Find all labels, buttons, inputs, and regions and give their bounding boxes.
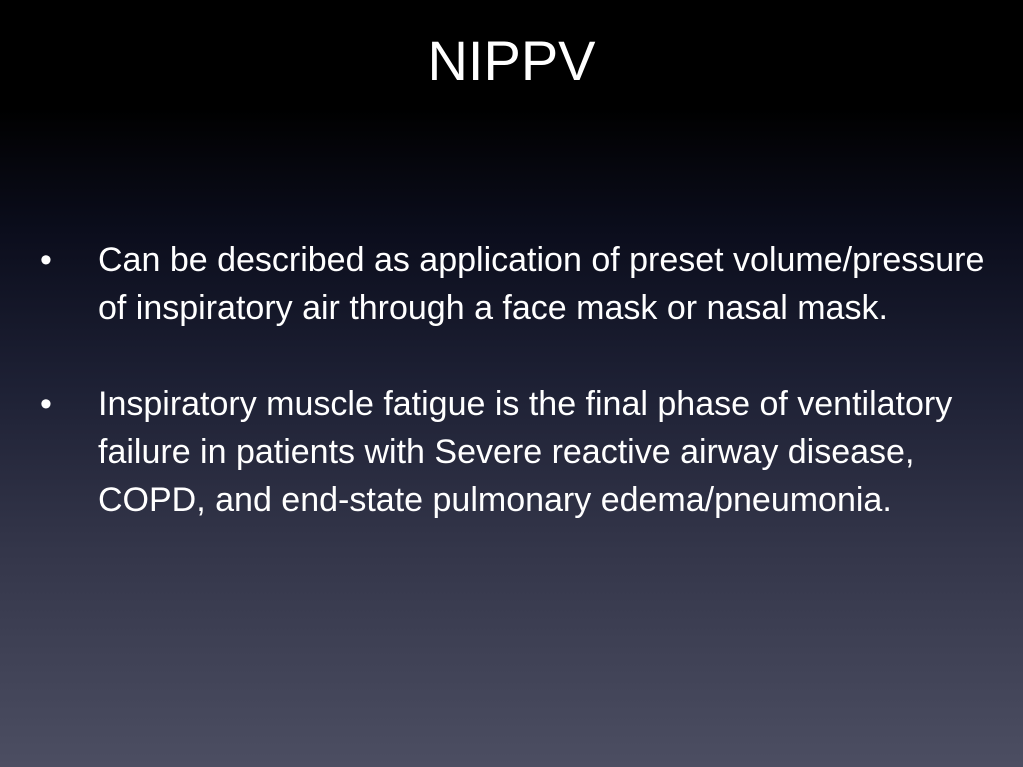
bullet-icon: • [40,385,52,423]
bullet-text: Inspiratory muscle fatigue is the final phase of ventilatory failure in patients with Severe reactive airway disease, COPD, and end-state pulmonary edema/pneumonia. [98,385,953,519]
bullet-text: Can be described as application of preset volume/pressure of inspiratory air through a face mask or nasal mask. [98,241,985,327]
bullet-item [0,380,998,524]
bullet-list [0,236,1023,572]
slide-title: NIPPV [427,29,596,92]
bullet-item [0,236,998,332]
bullet-icon: • [40,241,52,279]
